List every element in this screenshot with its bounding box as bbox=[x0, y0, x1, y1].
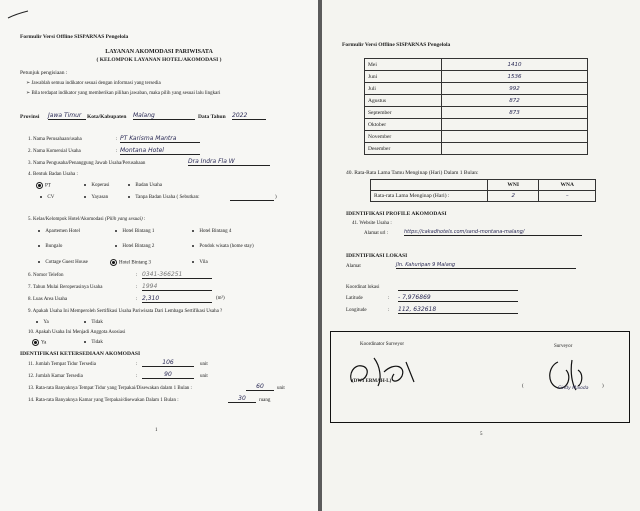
month-value[interactable]: 992 bbox=[442, 83, 588, 95]
alamat-value[interactable]: Jln. Kahuripan 9 Malang bbox=[396, 262, 576, 269]
left-page bbox=[0, 0, 318, 511]
colon: : bbox=[136, 362, 138, 367]
koordinator-name: (DWI ERMAH-L) bbox=[352, 379, 392, 384]
option-pt[interactable]: PT bbox=[36, 182, 51, 189]
bullet-icon bbox=[84, 196, 86, 198]
option-pondok-wisata[interactable]: Pondok wisata (home stay) bbox=[192, 244, 254, 249]
colon: : bbox=[116, 149, 118, 154]
bullet-icon bbox=[192, 230, 194, 232]
surveyor-name: Cindy Maioda bbox=[558, 386, 589, 391]
section-profil: IDENTIFIKASI PROFILE AKOMODASI bbox=[346, 211, 447, 217]
q11-label: 11. Jumlah Tempat Tidur Tersedia bbox=[28, 362, 96, 367]
sebutkan-field[interactable] bbox=[230, 200, 274, 201]
koordinator-label: Koordinator Surveyor bbox=[360, 342, 405, 347]
option-cottage[interactable]: Cottage Guest House bbox=[38, 260, 88, 265]
option-badan-usaha[interactable]: Badan Usaha bbox=[128, 183, 162, 188]
koordinator-signature-icon bbox=[344, 352, 434, 394]
q12-value[interactable]: 90 bbox=[142, 371, 194, 379]
provinsi-value[interactable]: Jawa Timur bbox=[48, 112, 86, 120]
month-name: Desember bbox=[365, 143, 442, 155]
bullet-icon bbox=[38, 245, 40, 247]
q12-label: 12. Jumlah Kamar Tersedia bbox=[28, 374, 83, 379]
month-row bbox=[365, 59, 588, 71]
q14-label: 14. Rata-rata Banyaknya Kamar yang Terpakai/disewakan Dalam 1 Bulan : bbox=[28, 398, 179, 403]
colon: : bbox=[136, 297, 138, 302]
option-cv[interactable]: CV bbox=[40, 195, 54, 200]
colon: : bbox=[388, 308, 390, 313]
bullet-icon bbox=[40, 196, 42, 198]
bullet-icon bbox=[128, 184, 130, 186]
alamat-url-label: Alamat url : bbox=[364, 231, 389, 236]
right-page bbox=[322, 0, 640, 511]
q14-unit: ruang bbox=[259, 398, 271, 403]
stay-wni-value[interactable]: 2 bbox=[488, 191, 539, 202]
arrow-bullet-icon: ➢ bbox=[26, 91, 32, 96]
q6-value[interactable]: 0341-366251 bbox=[142, 271, 212, 279]
koordinat-field[interactable] bbox=[398, 290, 518, 291]
q9-option-ya[interactable]: Ya bbox=[36, 320, 49, 325]
page-number: 5 bbox=[480, 432, 483, 437]
q8-unit: (m²) bbox=[216, 296, 225, 301]
q10-option-tidak[interactable]: Tidak bbox=[84, 340, 103, 345]
koordinat-label: Koordinat lokasi bbox=[346, 285, 380, 290]
provinsi-label: Provinsi bbox=[20, 114, 40, 120]
bullet-icon bbox=[192, 245, 194, 247]
surveyor-label: Surveyor bbox=[554, 344, 573, 349]
option-bintang-1[interactable]: Hotel Bintang 1 bbox=[115, 229, 154, 234]
q8-label: 8. Luas Area Usaha bbox=[28, 297, 68, 302]
form-header: Formulir Versi Offline SISPARNAS Pengelola bbox=[20, 34, 129, 40]
stay-header-wna: WNA bbox=[539, 180, 596, 191]
arrow-bullet-icon: ➢ bbox=[26, 81, 32, 86]
q13-value[interactable]: 60 bbox=[246, 383, 274, 391]
colon: : bbox=[136, 273, 138, 278]
bullet-icon bbox=[192, 261, 194, 263]
petunjuk-item: ➢ Jawablah semua indikator sesuai dengan informasi yang tersedia bbox=[26, 81, 161, 86]
q10-label: 10. Apakah Usaha Ini Menjadi Anggota Asosiasi bbox=[28, 330, 126, 335]
alamat-label: Alamat bbox=[346, 264, 361, 269]
month-name: Juli bbox=[365, 83, 442, 95]
petunjuk-item: ➢ Bila terdapat indikator yang memberikan pilihan jawaban, maka pilih yang sesuai lalu lingkari bbox=[26, 91, 221, 96]
month-row bbox=[365, 95, 588, 107]
bullet-icon bbox=[38, 261, 40, 263]
q41-label: 41. Website Usaha : bbox=[352, 221, 392, 226]
month-row bbox=[365, 131, 588, 143]
q7-label: 7. Tahun Mulai Beroperasinya Usaha bbox=[28, 285, 103, 290]
month-value[interactable]: 872 bbox=[442, 95, 588, 107]
kota-label: Kota/Kabupaten bbox=[87, 114, 127, 120]
stay-header-wni: WNI bbox=[488, 180, 539, 191]
bullet-icon bbox=[84, 321, 86, 323]
bullet-icon bbox=[115, 245, 117, 247]
colon: : bbox=[136, 374, 138, 379]
q14-value[interactable]: 30 bbox=[228, 395, 256, 403]
q13-label: 13. Rata-rata Banyaknya Tempat Tidur yang Terpakai/Disewakan dalam 1 Bulan : bbox=[28, 386, 192, 391]
q7-value[interactable]: 1994 bbox=[142, 283, 212, 291]
q3-value[interactable]: Dra Indra Fla W bbox=[188, 158, 270, 166]
month-row bbox=[365, 143, 588, 155]
paren-close: ) bbox=[602, 384, 604, 389]
month-value[interactable] bbox=[442, 131, 588, 143]
tahun-value[interactable]: 2022 bbox=[232, 112, 266, 120]
kota-value[interactable]: Malang bbox=[133, 112, 195, 120]
colon: : bbox=[388, 296, 390, 301]
month-value[interactable]: 1410 bbox=[442, 59, 588, 71]
month-value[interactable] bbox=[442, 119, 588, 131]
option-bintang-3[interactable]: Hotel Bintang 3 bbox=[110, 259, 151, 266]
section-ketersediaan: IDENTIFIKASI KETERSEDIAAN AKOMODASI bbox=[20, 351, 141, 357]
q10-option-ya[interactable]: Ya bbox=[32, 339, 46, 346]
option-vila[interactable]: Vila bbox=[192, 260, 208, 265]
option-apartemen-hotel[interactable]: Apartemen Hotel bbox=[38, 229, 80, 234]
pen-mark-icon bbox=[6, 8, 30, 22]
form-title: LAYANAN AKOMODASI PARIWISATA bbox=[105, 49, 213, 55]
q2-label: 2. Nama Komersial Usaha bbox=[28, 149, 81, 154]
option-bintang-4[interactable]: Hotel Bintang 4 bbox=[192, 229, 231, 234]
option-koperasi[interactable]: Koperasi bbox=[84, 183, 109, 188]
q2-value[interactable]: Montana Hotel bbox=[120, 147, 200, 155]
longitude-value[interactable]: 112, 632618 bbox=[398, 306, 518, 314]
month-value[interactable] bbox=[442, 143, 588, 155]
radio-selected-icon bbox=[36, 182, 43, 189]
form-header: Formulir Versi Offline SISPARNAS Pengelola bbox=[342, 42, 451, 48]
bullet-icon bbox=[36, 321, 38, 323]
q1-value[interactable]: PT Karisma Mantra bbox=[120, 135, 200, 143]
month-row bbox=[365, 107, 588, 119]
form-subtitle: ( KELOMPOK LAYANAN HOTEL/AKOMODASI ) bbox=[96, 57, 222, 63]
month-name: Mei bbox=[365, 59, 442, 71]
option-yayasan[interactable]: Yayasan bbox=[84, 195, 108, 200]
month-name: Oktober bbox=[365, 119, 442, 131]
colon: : bbox=[116, 137, 118, 142]
month-name: Agustus bbox=[365, 95, 442, 107]
latitude-label: Latitude bbox=[346, 296, 363, 301]
petunjuk-label: Petunjuk pengisiaan : bbox=[20, 70, 68, 76]
longitude-label: Longitude bbox=[346, 308, 367, 313]
stay-row-label: Rata-rata Lama Menginap (Hari) : bbox=[371, 191, 488, 202]
month-name: Juni bbox=[365, 71, 442, 83]
q11-value[interactable]: 106 bbox=[142, 359, 194, 367]
month-row bbox=[365, 71, 588, 83]
paren-open: ( bbox=[522, 384, 524, 389]
bullet-icon bbox=[84, 341, 86, 343]
q5-label: 5. Kelas/Kelompok Hotel/Akomodasi (Pilih yang sesuai) : bbox=[28, 217, 146, 222]
q11-unit: unit bbox=[200, 362, 208, 367]
latitude-value[interactable]: - 7,976869 bbox=[398, 294, 518, 302]
stay-header-empty bbox=[371, 180, 488, 191]
colon: : bbox=[136, 285, 138, 290]
q13-unit: unit bbox=[277, 386, 285, 391]
option-bungalo[interactable]: Bungalo bbox=[38, 244, 62, 249]
q9-label: 9. Apakah Usaha Ini Memperoleh Sertifikasi Usaha Pariwisata Dari Lembaga Sertifikasi Usaha ? bbox=[28, 309, 223, 314]
month-name: September bbox=[365, 107, 442, 119]
month-row bbox=[365, 119, 588, 131]
close-paren: ) bbox=[275, 195, 277, 200]
q12-unit: unit bbox=[200, 374, 208, 379]
page-number: 1 bbox=[155, 428, 158, 433]
q8-value[interactable]: 2,310 bbox=[142, 295, 212, 303]
q40-label: 40. Rata-Rata Lama Tamu Menginap (Hari) Dalam 1 Bulan: bbox=[346, 170, 479, 176]
tahun-label: Data Tahun bbox=[198, 114, 226, 120]
section-lokasi: IDENTIFIKASI LOKASI bbox=[346, 253, 408, 259]
month-row bbox=[365, 83, 588, 95]
alamat-url-value[interactable]: https://cakadhotels.com/sand-montana-malang/ bbox=[404, 229, 582, 236]
radio-selected-icon bbox=[110, 259, 117, 266]
monthly-table bbox=[364, 58, 588, 155]
month-value[interactable]: 1536 bbox=[442, 71, 588, 83]
q6-label: 6. Nomor Telefon bbox=[28, 273, 64, 278]
q3-label: 3. Nama Pengusaha/Penanggung Jawab Usaha/Perusahaan bbox=[28, 161, 146, 166]
bullet-icon bbox=[84, 184, 86, 186]
bullet-icon bbox=[115, 230, 117, 232]
q1-label: 1. Nama Perusahaan/usaha bbox=[28, 137, 82, 142]
bullet-icon bbox=[38, 230, 40, 232]
stay-wna-value[interactable]: – bbox=[539, 191, 596, 202]
radio-selected-icon bbox=[32, 339, 39, 346]
month-value[interactable]: 873 bbox=[442, 107, 588, 119]
month-name: November bbox=[365, 131, 442, 143]
option-bintang-2[interactable]: Hotel Bintang 2 bbox=[115, 244, 154, 249]
q9-option-tidak[interactable]: Tidak bbox=[84, 320, 103, 325]
stay-table bbox=[370, 179, 596, 202]
q4-label: 4. Bentuk Badan Usaha : bbox=[28, 172, 78, 177]
bullet-icon bbox=[128, 196, 130, 198]
option-tanpa-badan-usaha[interactable]: Tanpa Badan Usaha ( Sebutkan: bbox=[128, 195, 199, 200]
